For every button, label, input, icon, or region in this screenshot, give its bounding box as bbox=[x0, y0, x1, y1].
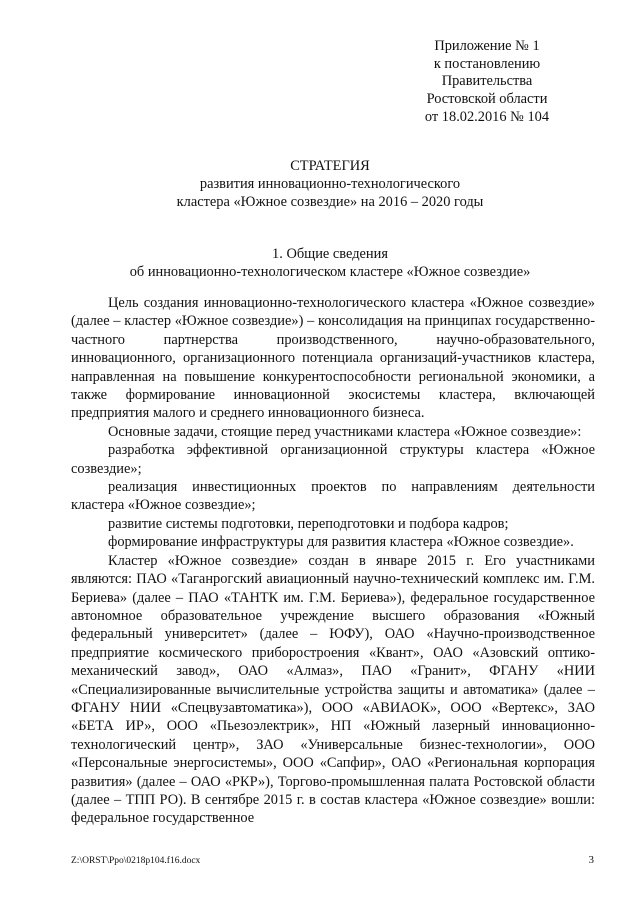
body-text bbox=[71, 294, 595, 828]
paragraph: формирование инфраструктуры для развития кластера «Южное созвездие». bbox=[108, 534, 574, 551]
appendix-line: к постановлению bbox=[433, 55, 541, 72]
section-heading bbox=[60, 245, 600, 281]
page-number: 3 bbox=[588, 854, 594, 866]
document-title bbox=[60, 157, 600, 211]
section-number-title: 1. Общие сведения bbox=[272, 246, 388, 262]
paragraph: Кластер «Южное созвездие» создан в январе 2015 г. Его участниками являются: ПАО «Таганрогский авиационный научно-технический комплекс им. Г.М. Бериева» (далее – ПАО «ТАНТК им. Г.М. Бериева»), федеральное государственное автономное образовательное учреждение высшего образования «Южный федеральный университет» (далее – ЮФУ), ОАО «Научно-производственное предприятие космического приборостроения «Квант», ОАО «Азовский оптико-механический завод», ОАО «Алмаз», ПАО «Гранит», ФГАНУ «НИИ «Специализированные вычислительные устройства защиты и автоматика» (далее – ФГАНУ НИИ «Спецвузавтоматика»), ООО «АВИАОК», ООО «Вертекс», ЗАО «БЕТА ИР», ООО «Пьезоэлектрик», НП «Южный лазерный инновационно-технологический центр», ЗАО «Универсальные бизнес-технологии», ООО «Персональные энергосистемы», ООО «Сапфир», ОАО «Региональная корпорация развития» (далее – ОАО «РКР»), Торгово-промышленная палата Ростовской области (далее – ТПП РО). В сентябре 2015 г. в состав кластера «Южное созвездие» вошли: федеральное государственное bbox=[71, 552, 595, 827]
appendix-line: Ростовской области bbox=[426, 91, 548, 108]
paragraph: Цель создания инновационно-технологического кластера «Южное созвездие» (далее – кластер «Южное созвездие») – консолидация на принципах государственно-частного партнерства производственного, научно-образовательного, инновационного, организационного потенциала организаций-участников кластера, направленная на повышение конкурентоспособности региональной экономики, а также формирование инновационной экосистемы кластера, включающей предприятия малого и среднего инновационного бизнеса. bbox=[71, 295, 595, 422]
section-subtitle: об инновационно-технологическом кластере «Южное созвездие» bbox=[129, 264, 531, 280]
appendix-reference bbox=[392, 38, 582, 127]
paragraph: развитие системы подготовки, переподготовки и подбора кадров; bbox=[108, 515, 509, 532]
paragraph: разработка эффективной организационной структуры кластера «Южное созвездие»; bbox=[71, 442, 595, 477]
appendix-line: от 18.02.2016 № 104 bbox=[424, 108, 550, 125]
appendix-line: Приложение № 1 bbox=[434, 38, 540, 54]
title-heading: СТРАТЕГИЯ bbox=[290, 158, 370, 174]
title-subtitle-line: развития инновационно-технологического bbox=[199, 176, 461, 192]
footer-file-path: Z:\ORST\Ppo\0218p104.f16.docx bbox=[71, 856, 201, 866]
appendix-line: Правительства bbox=[441, 73, 533, 90]
title-subtitle-line: кластера «Южное созвездие» на 2016 – 2020 годы bbox=[176, 194, 484, 210]
paragraph: реализация инвестиционных проектов по направлениям деятельности кластера «Южное созвездие»; bbox=[71, 479, 595, 514]
paragraph: Основные задачи, стоящие перед участниками кластера «Южное созвездие»: bbox=[108, 423, 582, 440]
